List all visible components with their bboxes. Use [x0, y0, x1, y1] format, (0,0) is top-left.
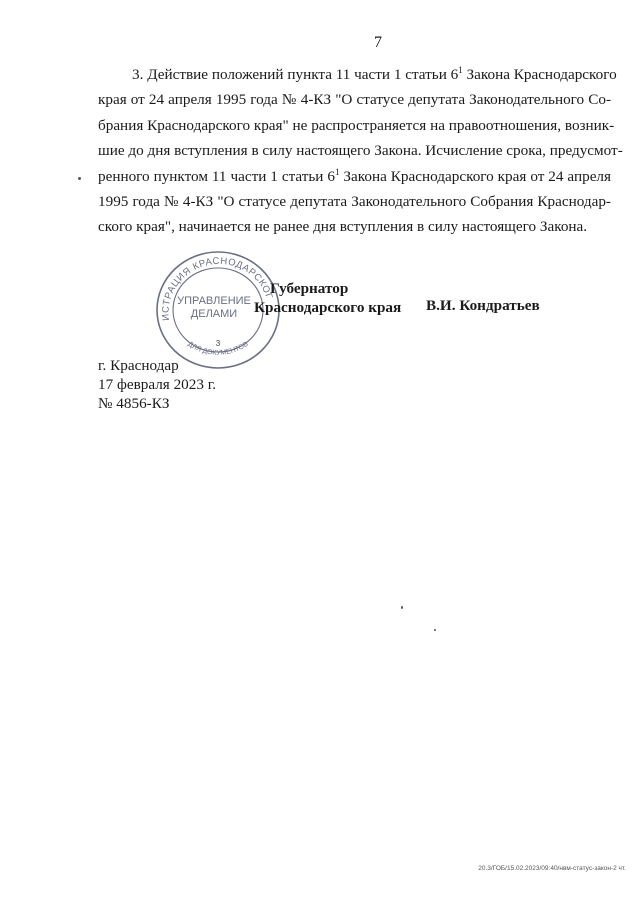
- paragraph-line: [98, 62, 617, 87]
- text-run: брания Краснодарского края" не распространяется на правоотношения, возник-: [98, 116, 615, 134]
- superscript: 1: [458, 65, 463, 75]
- stamp-bottom-text: ДЛЯ ДОКУМЕНТОВ: [186, 340, 250, 357]
- stamp-line-1: УПРАВЛЕНИЕ: [177, 295, 251, 307]
- text-run: 1995 года № 4-КЗ "О статусе депутата Законодательного Собрания Краснодар-: [98, 193, 611, 211]
- article-paragraph: [98, 62, 623, 240]
- scan-speck: [434, 629, 436, 631]
- text-run: шие до дня вступления в силу настоящего Закона. Исчисление срока, предусмот-: [98, 142, 623, 160]
- stamp-line-2: ДЕЛАМИ: [190, 308, 238, 320]
- text-run: края от 24 апреля 1995 года № 4-КЗ "О статусе депутата Законодательного Со-: [98, 91, 611, 109]
- scan-speck: [401, 606, 403, 609]
- document-date: 17 февраля 2023 г.: [98, 376, 217, 393]
- superscript: 1: [334, 166, 340, 177]
- stamp-ring-text: АДМИНИСТРАЦИЯ КРАСНОДАРСКОГО: [160, 255, 275, 322]
- paragraph-line: [98, 214, 611, 239]
- text-run: ренного пунктом 11 части 1 статьи 6: [98, 167, 335, 185]
- signer-title-line2: Краснодарского края: [254, 299, 402, 316]
- page-number: 7: [374, 34, 382, 51]
- paragraph-line: [98, 189, 611, 214]
- paragraph-line: [98, 164, 611, 189]
- footer-code: 20.3/ГОБ/15.02.2023/09:40/нвм-статус-закон-2 чт.: [478, 865, 626, 872]
- text-run: 3. Действие положений пункта 11 части 1 статьи 6: [132, 66, 459, 83]
- stamp-number: 3: [215, 339, 221, 348]
- text-run: Закона Краснодарского: [462, 66, 617, 83]
- place-city: г. Краснодар: [98, 357, 179, 374]
- document-number: № 4856-КЗ: [98, 395, 170, 412]
- paragraph-line: [98, 138, 623, 163]
- scan-speck: [78, 177, 81, 180]
- text-run: ского края", начинается не ранее дня вступления в силу настоящего Закона.: [98, 218, 588, 236]
- text-run: Закона Краснодарского края от 24 апреля: [339, 167, 611, 185]
- paragraph-line: [98, 87, 611, 112]
- signer-name: В.И. Кондратьев: [426, 297, 540, 314]
- place-date-block: [98, 356, 216, 413]
- signature-block: [254, 279, 402, 317]
- paragraph-line: [98, 113, 615, 138]
- signer-title-line1: Губернатор: [270, 280, 349, 297]
